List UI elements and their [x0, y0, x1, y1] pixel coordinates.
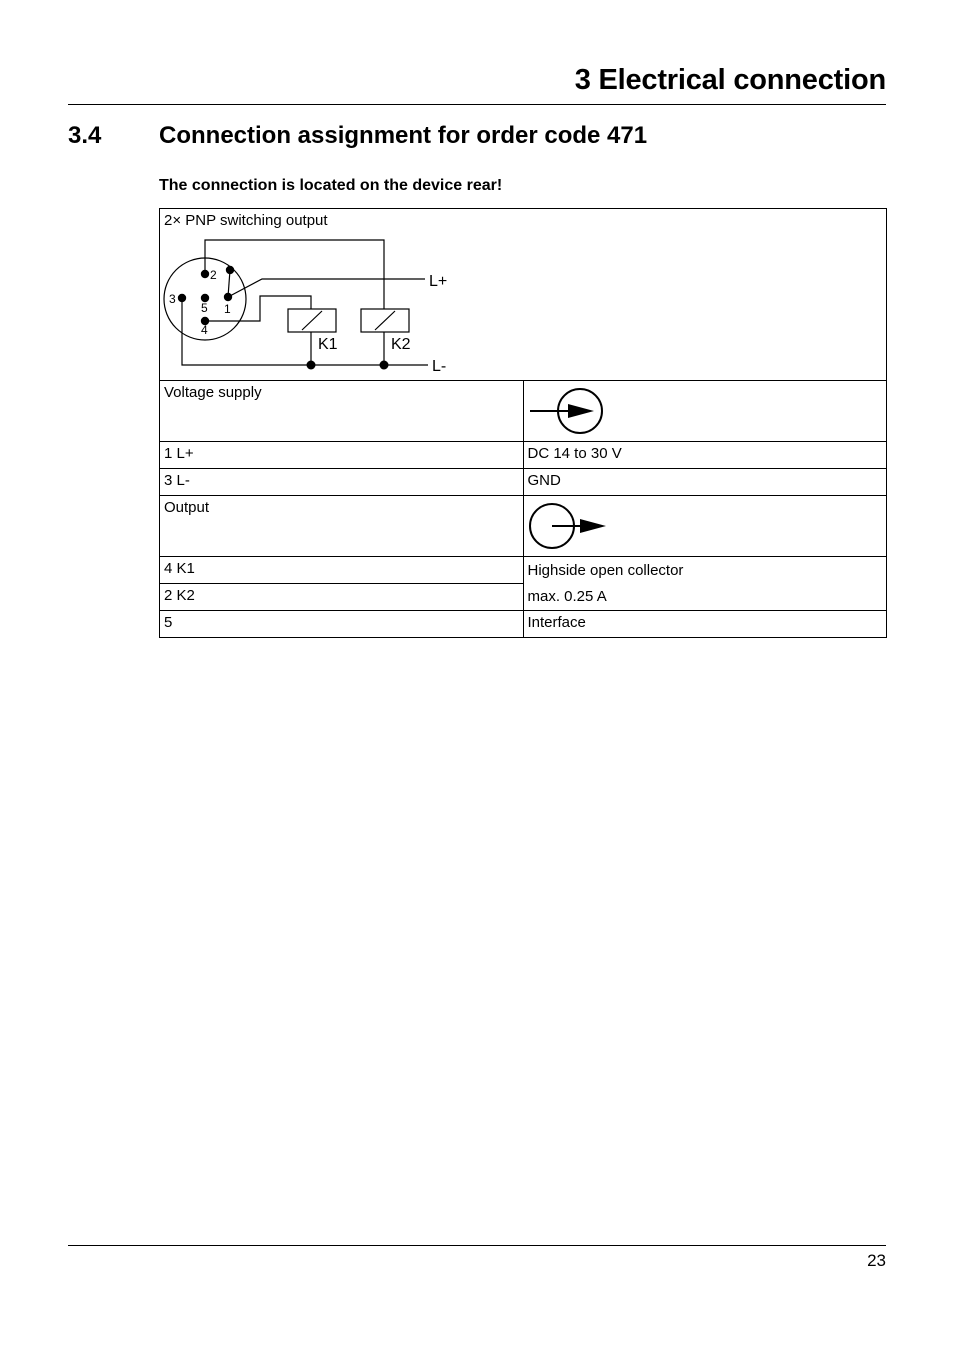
voltage-supply-label: Voltage supply: [160, 381, 524, 442]
header-rule: [68, 104, 886, 105]
section-title: Connection assignment for order code 471: [159, 122, 648, 149]
output-type: Highside open collector: [527, 562, 684, 579]
rail-label-l-minus: L-: [432, 358, 447, 375]
pin-label-1: 1: [224, 302, 231, 316]
output-label: Output: [160, 496, 524, 557]
chapter-title: 3 Electrical connection: [574, 64, 886, 96]
diagram-title: 2× PNP switching output: [164, 212, 328, 229]
pin-2: [201, 270, 209, 278]
pin-2-k2: 2 K2: [160, 584, 524, 611]
relay-k1-slash: [302, 311, 322, 330]
pin-3-l-minus: 3 L-: [160, 469, 524, 496]
wiring-diagram-cell: [160, 209, 887, 381]
relay-label-k1: K1: [318, 336, 338, 353]
output-arrow-icon: [528, 499, 608, 551]
relay-label-k2: K2: [391, 336, 411, 353]
voltage-supply-symbol-cell: [523, 381, 887, 442]
pin-4-k1: 4 K1: [160, 557, 524, 584]
pin-label-3: 3: [169, 292, 176, 306]
rail-label-l-plus: L+: [429, 273, 448, 290]
relay-k2-slash: [375, 311, 395, 330]
pin-1: [224, 293, 232, 301]
pin-label-4: 4: [201, 323, 208, 337]
connection-assignment-table: [159, 208, 887, 638]
output-max-current: max. 0.25 A: [527, 588, 607, 605]
pin-label-2: 2: [210, 268, 217, 282]
junction-k1: [307, 361, 316, 370]
footer-rule: [68, 1245, 886, 1246]
pin-unmarked: [226, 266, 234, 274]
page-number: 23: [867, 1251, 886, 1270]
output-symbol-cell: [523, 496, 887, 557]
wire-l-plus: [228, 279, 425, 297]
junction-k2: [380, 361, 389, 370]
input-arrow-icon: [528, 384, 608, 436]
wiring-diagram: [160, 209, 886, 380]
pin-1-l-plus: 1 L+: [160, 442, 524, 469]
ground-value: GND: [523, 469, 887, 496]
location-note: The connection is located on the device rear!: [159, 177, 503, 194]
supply-voltage-value: DC 14 to 30 V: [523, 442, 887, 469]
interface-value: Interface: [523, 611, 887, 638]
section-number: 3.4: [68, 122, 102, 149]
pin-3: [178, 294, 186, 302]
pin-5: 5: [160, 611, 524, 638]
pin-label-5: 5: [201, 301, 208, 315]
section-heading: [68, 122, 647, 150]
output-description: [523, 557, 887, 611]
